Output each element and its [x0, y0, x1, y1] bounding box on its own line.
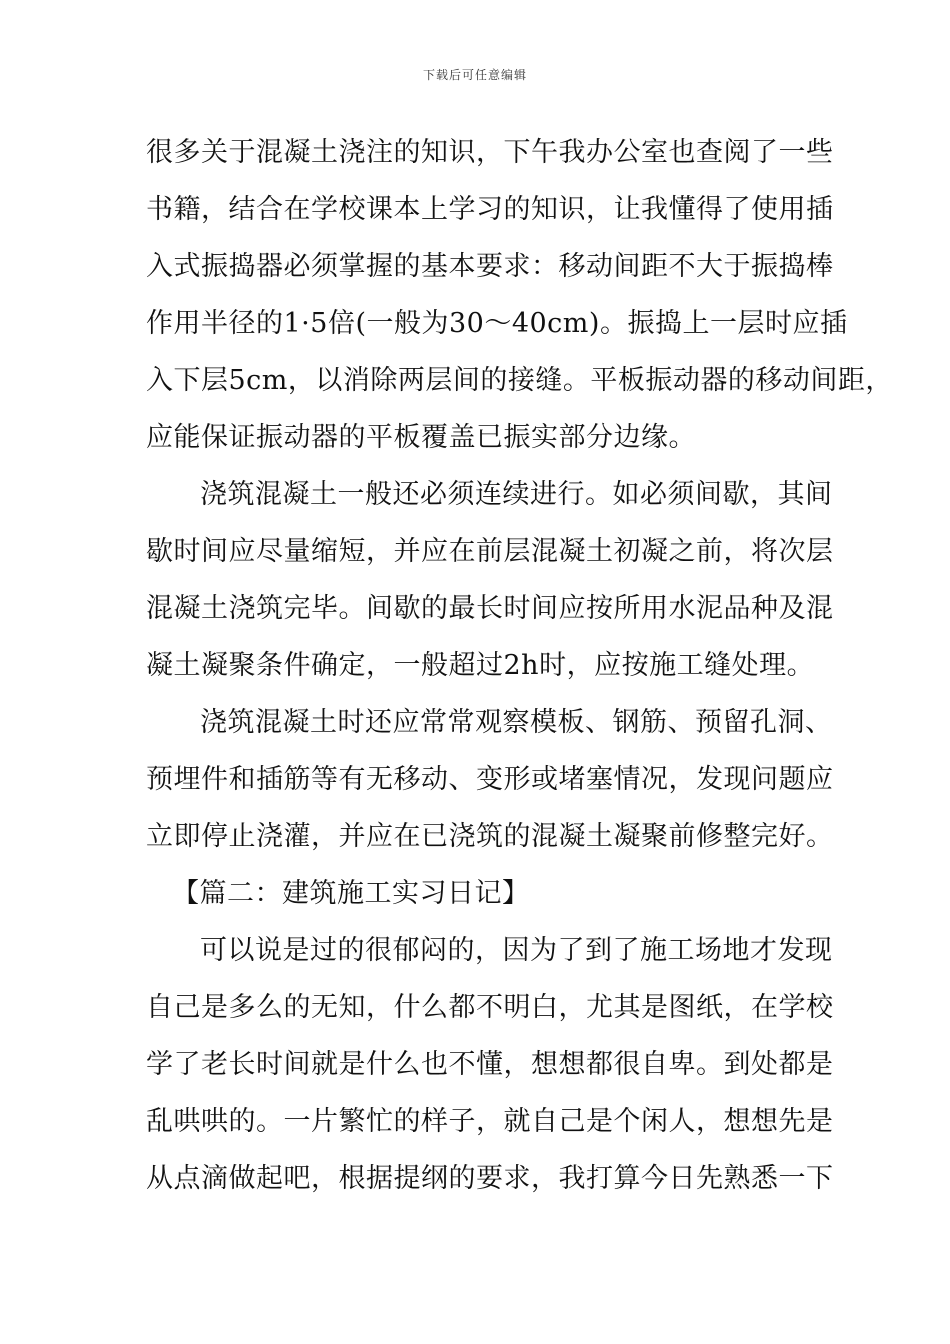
paragraph-line: 浇筑混凝土时还应常常观察模板、钢筋、预留孔洞、: [200, 707, 833, 738]
paragraph-line: 书籍，结合在学校课本上学习的知识，让我懂得了使用插: [146, 194, 834, 225]
paragraph-line: 乱哄哄的。一片繁忙的样子，就自己是个闲人，想想先是: [146, 1106, 834, 1137]
paragraph-line: 预埋件和插筋等有无移动、变形或堵塞情况，发现问题应: [146, 764, 834, 795]
paragraph-line: 入式振捣器必须掌握的基本要求：移动间距不大于振捣棒: [146, 251, 834, 282]
paragraph-line: 应能保证振动器的平板覆盖已振实部分边缘。: [146, 422, 696, 453]
paragraph-line: 立即停止浇灌，并应在已浇筑的混凝土凝聚前修整完好。: [146, 821, 834, 852]
paragraph-line: 混凝土浇筑完毕。间歇的最长时间应按所用水泥品种及混: [146, 593, 834, 624]
paragraph-line: 自己是多么的无知，什么都不明白，尤其是图纸，在学校: [146, 992, 834, 1023]
paragraph-line: 可以说是过的很郁闷的，因为了到了施工场地才发现: [200, 935, 833, 966]
paragraph-line: 作用半径的1·5倍(一般为30～40cm)。振捣上一层时应插: [146, 308, 848, 339]
section-heading: 【篇二：建筑施工实习日记】: [172, 878, 530, 909]
paragraph-line: 入下层5cm，以消除两层间的接缝。平板振动器的移动间距，: [146, 365, 893, 396]
paragraph-line: 学了老长时间就是什么也不懂，想想都很自卑。到处都是: [146, 1049, 834, 1080]
paragraph-line: 浇筑混凝土一般还必须连续进行。如必须间歇，其间: [200, 479, 833, 510]
paragraph-line: 歇时间应尽量缩短，并应在前层混凝土初凝之前，将次层: [146, 536, 834, 567]
paragraph-line: 很多关于混凝土浇注的知识，下午我办公室也查阅了一些: [146, 137, 834, 168]
paragraph-line: 凝土凝聚条件确定，一般超过2h时，应按施工缝处理。: [146, 650, 815, 681]
page-header-note: 下载后可任意编辑: [422, 68, 527, 82]
paragraph-line: 从点滴做起吧，根据提纲的要求，我打算今日先熟悉一下: [146, 1163, 834, 1194]
